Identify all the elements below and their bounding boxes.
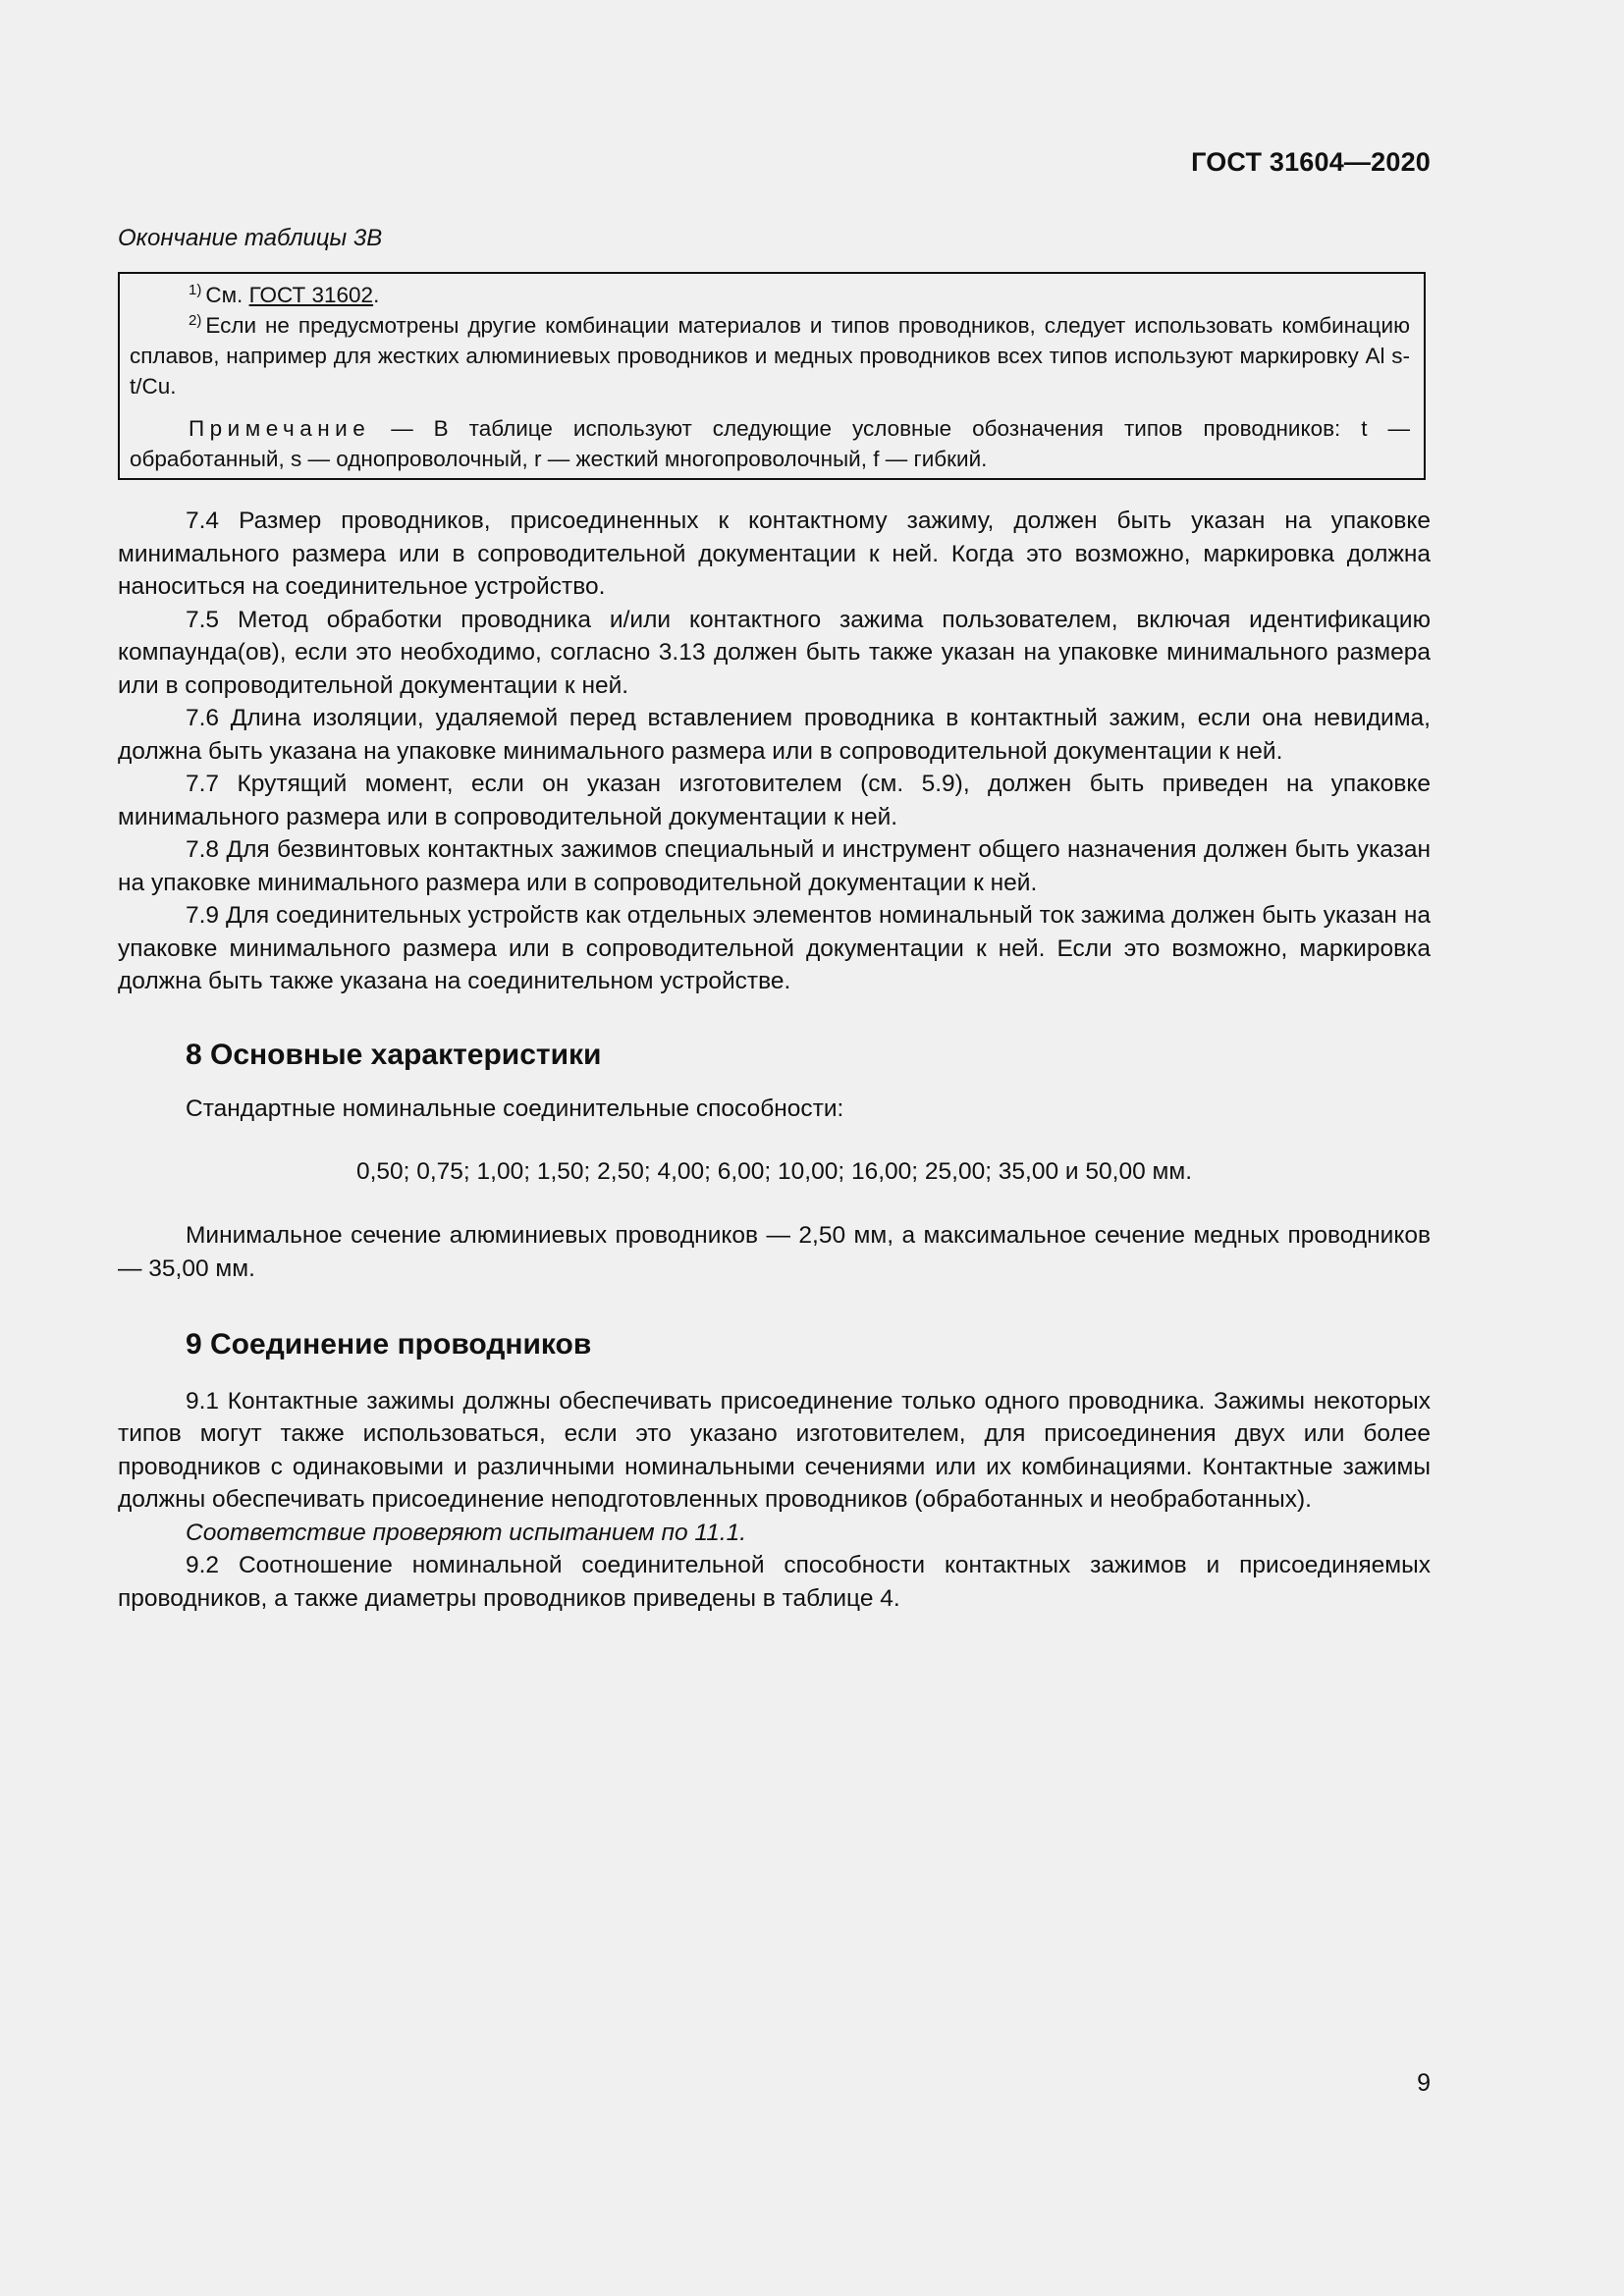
paragraph-7-5: 7.5 Метод обработки проводника и/или контактного зажима пользователем, включая идентификацию компаунда(ов), если это необходимо, согласно 3.13 должен быть также указан на упаковке минимального размера или в сопроводительной документации к ней. bbox=[118, 606, 1431, 699]
footnote-mark: 2) bbox=[189, 312, 202, 329]
section-8-heading: 8 Основные характеристики bbox=[186, 1038, 602, 1071]
page-number: 9 bbox=[1417, 2069, 1431, 2097]
paragraph-7-7: 7.7 Крутящий момент, если он указан изготовителем (см. 5.9), должен быть приведен на упаковке минимального размера или в сопроводительной документации к ней. bbox=[118, 771, 1431, 830]
standard-header: ГОСТ 31604—2020 bbox=[1191, 147, 1431, 177]
section-9-heading: 9 Соединение проводников bbox=[186, 1328, 592, 1361]
footnote-prefix: См. bbox=[205, 283, 249, 307]
section-8-intro: Стандартные номинальные соединительные способности: bbox=[186, 1095, 844, 1122]
footnote-text: Если не предусмотрены другие комбинации материалов и типов проводников, следует использовать комбинацию сплавов, например для жестких алюминиевых проводников и медных проводников всех типов используют маркировку Al s-t/Cu. bbox=[130, 313, 1410, 399]
footnote-2 bbox=[130, 310, 1410, 401]
document-body bbox=[118, 505, 1431, 1615]
paragraph-7-6: 7.6 Длина изоляции, удаляемой перед вставлением проводника в контактный зажим, если она невидима, должна быть указана на упаковке минимального размера или в сопроводительной документации к ней. bbox=[118, 705, 1431, 765]
gost-link[interactable]: ГОСТ 31602 bbox=[248, 283, 374, 307]
paragraph-9-1: 9.1 Контактные зажимы должны обеспечивать присоединение только одного проводника. Зажимы некоторых типов могут также использоваться, если это указано изготовителем, для присоединения двух или более проводников с одинаковыми и различными номинальными сечениями или их комбинациями. Контактные зажимы должны обеспечивать присоединение неподготовленных проводников (обработанных и необработанных). bbox=[118, 1387, 1431, 1513]
note-text: — В таблице используют следующие условные обозначения типов проводников: t — обработанный, s — однопроволочный, r — жесткий многопроволочный, f — гибкий. bbox=[130, 416, 1410, 471]
section-8-values: 0,50; 0,75; 1,00; 1,50; 2,50; 4,00; 6,00; 10,00; 16,00; 25,00; 35,00 и 50,00 мм. bbox=[355, 1157, 1193, 1185]
footnotes-box bbox=[118, 272, 1426, 480]
paragraph-7-4: 7.4 Размер проводников, присоединенных к контактному зажиму, должен быть указан на упаковке минимального размера или в сопроводительной документации к ней. Когда это возможно, маркировка должна наноситься на соединительное устройство. bbox=[118, 507, 1431, 600]
paragraph-7-8: 7.8 Для безвинтовых контактных зажимов специальный и инструмент общего назначения должен быть указан на упаковке минимального размера или в сопроводительной документации к ней. bbox=[118, 836, 1431, 896]
table-caption: Окончание таблицы 3В bbox=[118, 225, 383, 251]
compliance-note: Соответствие проверяют испытанием по 11.1. bbox=[186, 1519, 747, 1546]
footnote-1 bbox=[130, 280, 1410, 310]
footnote-suffix: . bbox=[373, 283, 380, 307]
footnote-mark: 1) bbox=[189, 282, 202, 298]
paragraph-7-9: 7.9 Для соединительных устройств как отдельных элементов номинальный ток зажима должен быть указан на упаковке минимального размера или в сопроводительной документации к ней. Если это возможно, маркировка должна быть также указана на соединительном устройстве. bbox=[118, 902, 1431, 994]
section-8-text: Минимальное сечение алюминиевых проводников — 2,50 мм, а максимальное сечение медных проводников — 35,00 мм. bbox=[118, 1222, 1431, 1282]
paragraph-9-2: 9.2 Соотношение номинальной соединительной способности контактных зажимов и присоединяемых проводников, а также диаметры проводников приведены в таблице 4. bbox=[118, 1552, 1431, 1612]
note-label: Примечание bbox=[189, 416, 371, 441]
table-note bbox=[130, 413, 1410, 474]
